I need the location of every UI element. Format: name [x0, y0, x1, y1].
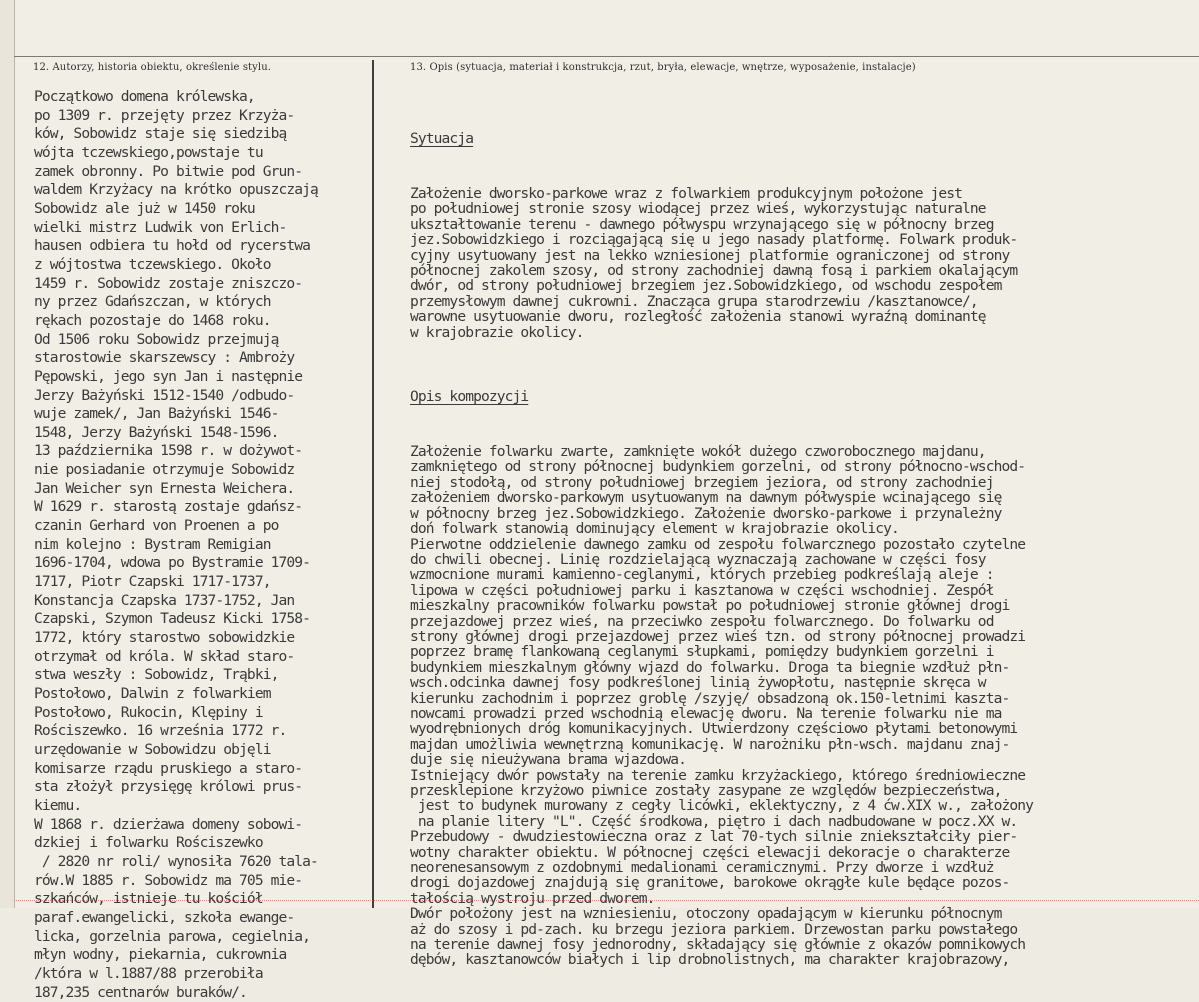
text-line: drogi dojazdowej znajdują się granitowe, barokowe okrągłe kule będące pozos-: [410, 875, 1190, 890]
text-line: na planie litery "L". Część środkowa, piętro i dach nadbudowane w pocz.XX w.: [410, 814, 1190, 829]
section-title-sytuacja: Sytuacja: [410, 130, 1190, 148]
text-line: nowcami prowadzi przed wschodnią elewację dworu. Na terenie folwarku nie ma: [410, 706, 1190, 721]
text-line: w północny brzeg jez.Sobowidzkiego. Założenie dworsko-parkowe i przynależny: [410, 506, 1190, 521]
text-line: hausen odbiera tu hołd od rycerstwa: [34, 237, 370, 256]
text-line: wielki mistrz Ludwik von Erlich-: [34, 219, 370, 238]
text-line: zamek obronny. Po bitwie pod Grun-: [34, 163, 370, 182]
text-line: założeniem dworsko-parkowym usytuowanym na dawnym półwyspie wcinającego się: [410, 490, 1190, 505]
text-line: Postołowo, Dalwin z folwarkiem: [34, 685, 370, 704]
text-line: 1548, Jerzy Bażyński 1548-1596.: [34, 424, 370, 443]
text-line: wyodrębnionych dróg komunikacyjnych. Utwierdzony częściowo płytami betonowymi: [410, 721, 1190, 736]
text-line: Rościszewko. 16 września 1772 r.: [34, 722, 370, 741]
text-line: 187,235 centnarów buraków/.: [34, 984, 370, 1002]
text-line: 1696-1704, wdowa po Bystramie 1709-: [34, 554, 370, 573]
text-line: Pierwotne oddzielenie dawnego zamku od zespołu folwarcznego pozostało czytelne: [410, 537, 1190, 552]
text-line: Założenie dworsko-parkowe wraz z folwarkiem produkcyjnym położone jest: [410, 186, 1190, 201]
text-line: Postołowo, Rukocin, Klępiny i: [34, 704, 370, 723]
text-line: komisarze rządu pruskiego a staro-: [34, 760, 370, 779]
text-line: lipowa w części południowej parku i kasztanowa w części wschodniej. Zespół: [410, 583, 1190, 598]
text-line: waldem Krzyżacy na krótko opuszczają: [34, 181, 370, 200]
description-text-column: [410, 96, 1190, 1002]
text-line: Od 1506 roku Sobowidz przejmują: [34, 331, 370, 350]
text-line: dzkiej i folwarku Rościszewko: [34, 834, 370, 853]
text-line: w krajobrazie okolicy.: [410, 325, 1190, 340]
text-line: / 2820 nr roli/ wynosiła 7620 tala-: [34, 853, 370, 872]
text-line: do chwili obecnej. Linię rozdzielającą wyznaczają zachowane w części fosy: [410, 552, 1190, 567]
text-line: ukształtowanie terenu - dawnego półwyspu wrzynającego się w północny brzeg: [410, 217, 1190, 232]
text-line: wotny charakter obiektu. W północnej części elewacji dekoracje o charakterze: [410, 845, 1190, 860]
text-line: niej stodołą, od strony południowej brzegiem jeziora, od strony zachodniej: [410, 475, 1190, 490]
text-line: jest to budynek murowany z cegły licówki, eklektyczny, z 4 ćw.XIX w., założony: [410, 798, 1190, 813]
text-line: Sobowidz ale już w 1450 roku: [34, 200, 370, 219]
text-line: urzędowanie w Sobowidzu objęli: [34, 741, 370, 760]
text-line: W 1868 r. dzierżawa domeny sobowi-: [34, 816, 370, 835]
text-line: 1459 r. Sobowidz zostaje zniszczo-: [34, 275, 370, 294]
text-line: strony głównej drogi przejazdowej przez wieś tzn. od strony północnej prowadzi: [410, 629, 1190, 644]
text-line: /która w l.1887/88 przerobiła: [34, 965, 370, 984]
text-line: Jan Weicher syn Ernesta Weichera.: [34, 480, 370, 499]
text-line: po południowej stronie szosy wiodącej przez wieś, wykorzystując naturalne: [410, 201, 1190, 216]
text-line: Czapski, Szymon Tadeusz Kicki 1758-: [34, 610, 370, 629]
text-line: szkańców, istnieje tu kościół: [34, 890, 370, 909]
text-line: Pępowski, jego syn Jan i następnie: [34, 368, 370, 387]
text-line: starostowie skarszewscy : Ambroży: [34, 349, 370, 368]
text-line: mieszkalny pracowników folwarku powstał po południowej stronie głównej drogi: [410, 598, 1190, 613]
text-line: wzmocnione murami kamienno-ceglanymi, których przebieg podkreślają aleje :: [410, 567, 1190, 582]
text-line: kierunku zachodnim i poprzez groblę /szyję/ obsadzoną ok.150-letnimi kaszta-: [410, 691, 1190, 706]
text-line: północnej zakolem szosy, od strony zachodniej dawną fosą i parkiem okalającym: [410, 263, 1190, 278]
text-line: sta złożył przysięgę królowi prus-: [34, 778, 370, 797]
text-line: 1772, który starostwo sobowidzkie: [34, 629, 370, 648]
field-13-label: 13. Opis (sytuacja, materiał i konstrukcja, rzut, bryła, elewacje, wnętrze, wyposażenie, instalacje): [410, 62, 916, 73]
text-line: licka, gorzelnia parowa, cegielnia,: [34, 928, 370, 947]
text-line: poprzez bramę flankowaną ceglanymi słupkami, pomiędzy budynkiem gorzelni i: [410, 644, 1190, 659]
section-title-opis-kompozycji: Opis kompozycji: [410, 388, 1190, 406]
text-line: Przebudowy - dwudziestowieczna oraz z lat 70-tych silnie zniekształciły pier-: [410, 829, 1190, 844]
text-line: nim kolejno : Bystram Remigian: [34, 536, 370, 555]
header-rule: [14, 56, 1199, 57]
text-line: majdan umożliwia wewnętrzną komunikację. W narożniku płn-wsch. majdanu znaj-: [410, 737, 1190, 752]
page-margin-edge: [0, 0, 15, 908]
text-line: doń folwark stanowią dominujący element w krajobrazie okolicy.: [410, 521, 1190, 536]
text-line: przejazdowej przez wieś, na przeciwko zespołu folwarcznego. Do folwarku od: [410, 614, 1190, 629]
field-12-label: 12. Autorzy, historia obiektu, określenie stylu.: [33, 62, 271, 73]
text-line: Jerzy Bażyński 1512-1540 /odbudo-: [34, 387, 370, 406]
text-line: kiemu.: [34, 797, 370, 816]
text-line: rów.W 1885 r. Sobowidz ma 705 mie-: [34, 872, 370, 891]
text-line: otrzymał od króla. W skład staro-: [34, 648, 370, 667]
text-line: dębów, kasztanowców białych i lip drobnolistnych, ma charakter krajobrazowy,: [410, 952, 1190, 967]
text-line: czanin Gerhard von Proenen a po: [34, 517, 370, 536]
text-line: nie posiadanie otrzymuje Sobowidz: [34, 461, 370, 480]
text-line: z wójtostwa tczewskiego. Około: [34, 256, 370, 275]
text-line: cyjny usytuowany jest na lekko wzniesionej platformie ograniczonej od strony: [410, 248, 1190, 263]
text-line: zamkniętego od strony północnej budynkiem gorzelni, od strony północno-wschod-: [410, 459, 1190, 474]
text-line: Założenie folwarku zwarte, zamknięte wokół dużego czworobocznego majdanu,: [410, 444, 1190, 459]
text-line: Początkowo domena królewska,: [34, 88, 370, 107]
text-line: rękach pozostaje do 1468 roku.: [34, 312, 370, 331]
text-line: Istniejący dwór powstały na terenie zamku krzyżackiego, którego średniowieczne: [410, 768, 1190, 783]
text-line: dwór, od strony południowej brzegiem jez.Sobowidzkiego, od wschodu zespołem: [410, 278, 1190, 293]
column-divider: [372, 60, 374, 908]
text-line: Dwór położony jest na wzniesieniu, otoczony opadającym w kierunku północnym: [410, 906, 1190, 921]
text-line: przesklepione krzyżowo piwnice zostały zasypane ze względów bezpieczeństwa,: [410, 783, 1190, 798]
text-line: przemysłowym dawnej cukrowni. Znacząca grupa starodrzewiu /kasztanowce/,: [410, 294, 1190, 309]
text-line: W 1629 r. starostą zostaje gdańsz-: [34, 498, 370, 517]
text-line: jez.Sobowidzkiego i rozciągającą się u jego nasady platformę. Folwark produk-: [410, 232, 1190, 247]
text-line: wuje zamek/, Jan Bażyński 1546-: [34, 405, 370, 424]
text-line: ków, Sobowidz staje się siedzibą: [34, 125, 370, 144]
text-line: tałością wystroju przed dworem.: [410, 891, 1190, 906]
text-line: neorenesansowym z ozdobnymi medalionami ceramicznymi. Przy dworze i wzdłuż: [410, 860, 1190, 875]
section-body-sytuacja: [410, 186, 1190, 340]
section-body-opis-kompozycji: [410, 444, 1190, 968]
text-line: młyn wodny, piekarnia, cukrownia: [34, 946, 370, 965]
text-line: po 1309 r. przejęty przez Krzyża-: [34, 107, 370, 126]
text-line: Konstancja Czapska 1737-1752, Jan: [34, 592, 370, 611]
text-line: 13 października 1598 r. w dożywot-: [34, 442, 370, 461]
text-line: budynkiem mieszkalnym główny wjazd do folwarku. Droga ta biegnie wzdłuż płn-: [410, 660, 1190, 675]
text-line: aż do szosy i pd-zach. ku brzegu jeziora parkiem. Drzewostan parku powstałego: [410, 922, 1190, 937]
text-line: ny przez Gdańszczan, w których: [34, 293, 370, 312]
text-line: wójta tczewskiego,powstaje tu: [34, 144, 370, 163]
text-line: warowne usytuowanie dworu, rozległość założenia stanowi wyraźną dominantę: [410, 309, 1190, 324]
text-line: na terenie dawnej fosy jednorodny, składający się głównie z okazów pomnikowych: [410, 937, 1190, 952]
text-line: paraf.ewangelicki, szkoła ewange-: [34, 909, 370, 928]
text-line: duje się nieużywana brama wjazdowa.: [410, 752, 1190, 767]
text-line: 1717, Piotr Czapski 1717-1737,: [34, 573, 370, 592]
history-text-column: [34, 88, 370, 1002]
text-line: wsch.odcinka dawnej fosy podkreślonej linią żywopłotu, następnie skręca w: [410, 675, 1190, 690]
text-line: stwa weszły : Sobowidz, Trąbki,: [34, 666, 370, 685]
